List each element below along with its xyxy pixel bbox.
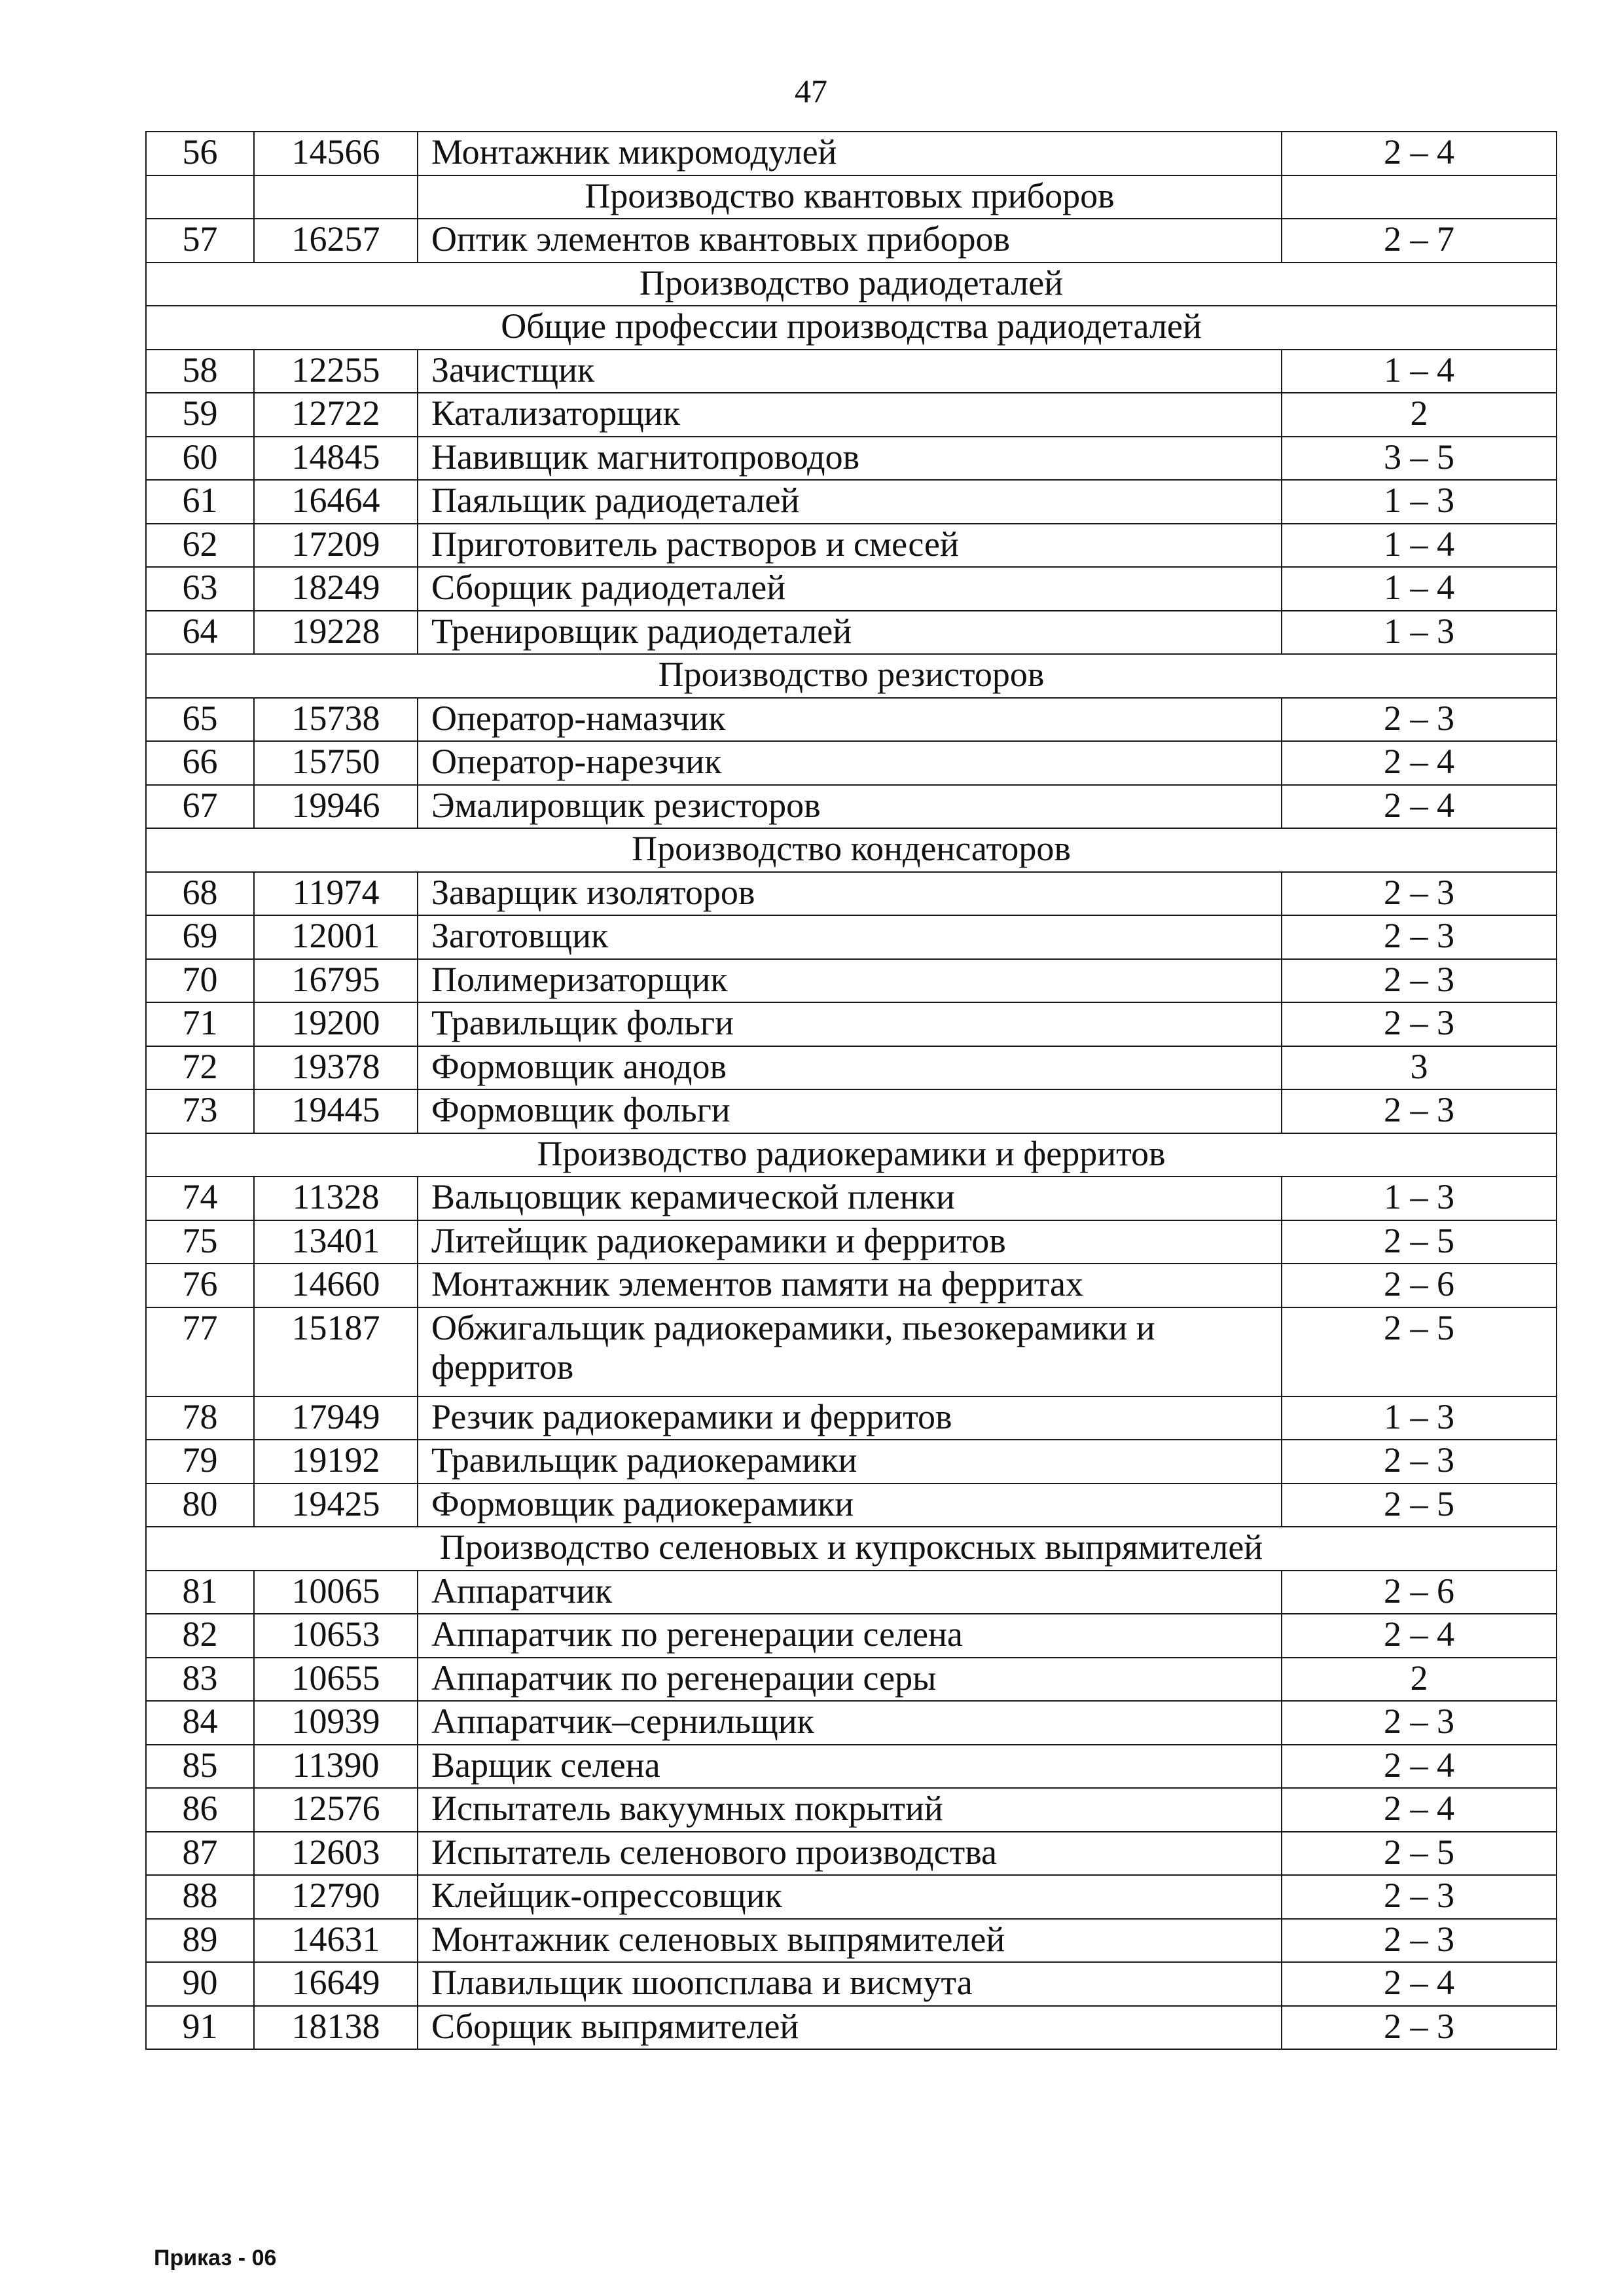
profession-code: 12603	[254, 1832, 418, 1876]
grade-range: 1 – 4	[1282, 350, 1557, 393]
row-number: 78	[146, 1396, 254, 1440]
row-number: 63	[146, 567, 254, 611]
profession-code: 19378	[254, 1046, 418, 1090]
table-row	[146, 1701, 1557, 1745]
row-number: 90	[146, 1962, 254, 2006]
profession-code: 16257	[254, 219, 418, 263]
profession-name: Литейщик радиокерамики и ферритов	[418, 1220, 1282, 1264]
grade-range: 2 – 4	[1282, 1745, 1557, 1789]
table-row	[146, 872, 1557, 916]
table-row	[146, 1614, 1557, 1658]
profession-name: Зачистщик	[418, 350, 1282, 393]
grade-range: 2 – 3	[1282, 698, 1557, 742]
table-row	[146, 1046, 1557, 1090]
profession-name: Заготовщик	[418, 915, 1282, 959]
footer-label: Приказ - 06	[154, 2246, 277, 2270]
profession-code: 16795	[254, 959, 418, 1003]
row-number: 69	[146, 915, 254, 959]
profession-name: Плавильщик шоопсплава и висмута	[418, 1962, 1282, 2006]
grade-range: 1 – 3	[1282, 1176, 1557, 1220]
row-number: 72	[146, 1046, 254, 1090]
section-row	[146, 828, 1557, 872]
profession-name: Формовщик радиокерамики	[418, 1484, 1282, 1527]
profession-code: 14660	[254, 1264, 418, 1307]
subsection-row	[146, 175, 1557, 219]
grade-range: 2 – 5	[1282, 1484, 1557, 1527]
grade-range: 2 – 4	[1282, 132, 1557, 175]
row-number: 60	[146, 437, 254, 481]
row-number: 88	[146, 1875, 254, 1919]
table-row	[146, 480, 1557, 524]
row-number: 58	[146, 350, 254, 393]
grade-range: 2 – 3	[1282, 915, 1557, 959]
row-number: 71	[146, 1002, 254, 1046]
profession-name: Оператор-нарезчик	[418, 741, 1282, 785]
grade-range: 2 – 5	[1282, 1220, 1557, 1264]
table-row	[146, 219, 1557, 263]
table-row	[146, 393, 1557, 437]
profession-name: Аппаратчик по регенерации селена	[418, 1614, 1282, 1658]
empty-cell	[146, 175, 254, 219]
grade-range: 2 – 3	[1282, 2006, 1557, 2050]
row-number: 79	[146, 1440, 254, 1484]
table-row	[146, 1484, 1557, 1527]
row-number: 73	[146, 1089, 254, 1133]
profession-table	[145, 131, 1557, 2050]
profession-name: Вальцовщик керамической пленки	[418, 1176, 1282, 1220]
section-row	[146, 654, 1557, 698]
profession-name: Оптик элементов квантовых приборов	[418, 219, 1282, 263]
table-row	[146, 741, 1557, 785]
table-row	[146, 785, 1557, 829]
profession-code: 19425	[254, 1484, 418, 1527]
profession-code: 14631	[254, 1919, 418, 1963]
grade-range: 2 – 7	[1282, 219, 1557, 263]
profession-name: Обжигальщик радиокерамики, пьезокерамики и ферритов	[418, 1307, 1282, 1396]
profession-code: 19228	[254, 611, 418, 655]
grade-range: 2	[1282, 393, 1557, 437]
section-title: Производство конденсаторов	[146, 828, 1557, 872]
section-row	[146, 1527, 1557, 1571]
profession-name: Резчик радиокерамики и ферритов	[418, 1396, 1282, 1440]
table-row	[146, 959, 1557, 1003]
table-row	[146, 1658, 1557, 1702]
profession-code: 13401	[254, 1220, 418, 1264]
profession-code: 12790	[254, 1875, 418, 1919]
profession-code: 15750	[254, 741, 418, 785]
section-row	[146, 306, 1557, 350]
grade-range: 2 – 4	[1282, 785, 1557, 829]
row-number: 81	[146, 1571, 254, 1614]
empty-cell	[1282, 175, 1557, 219]
profession-code: 11328	[254, 1176, 418, 1220]
row-number: 62	[146, 524, 254, 568]
table-row	[146, 1396, 1557, 1440]
row-number: 70	[146, 959, 254, 1003]
grade-range: 1 – 3	[1282, 611, 1557, 655]
profession-name: Сборщик радиодеталей	[418, 567, 1282, 611]
table-row	[146, 1307, 1557, 1396]
grade-range: 2 – 4	[1282, 1962, 1557, 2006]
grade-range: 2 – 5	[1282, 1832, 1557, 1876]
row-number: 67	[146, 785, 254, 829]
table-row	[146, 1264, 1557, 1307]
profession-name: Навивщик магнитопроводов	[418, 437, 1282, 481]
profession-code: 10939	[254, 1701, 418, 1745]
table-row	[146, 567, 1557, 611]
table-row	[146, 1875, 1557, 1919]
profession-name: Катализаторщик	[418, 393, 1282, 437]
section-row	[146, 1133, 1557, 1177]
profession-code: 10065	[254, 1571, 418, 1614]
profession-code: 11974	[254, 872, 418, 916]
profession-code: 19200	[254, 1002, 418, 1046]
table-row	[146, 1832, 1557, 1876]
grade-range: 2	[1282, 1658, 1557, 1702]
grade-range: 2 – 6	[1282, 1571, 1557, 1614]
profession-name: Формовщик фольги	[418, 1089, 1282, 1133]
table-row	[146, 1176, 1557, 1220]
profession-code: 16464	[254, 480, 418, 524]
grade-range: 2 – 4	[1282, 1788, 1557, 1832]
section-row	[146, 263, 1557, 306]
profession-name: Паяльщик радиодеталей	[418, 480, 1282, 524]
profession-name: Аппаратчик по регенерации серы	[418, 1658, 1282, 1702]
grade-range: 2 – 5	[1282, 1307, 1557, 1396]
profession-name: Аппаратчик–сернильщик	[418, 1701, 1282, 1745]
table-row	[146, 611, 1557, 655]
row-number: 74	[146, 1176, 254, 1220]
row-number: 57	[146, 219, 254, 263]
table-row	[146, 1571, 1557, 1614]
subsection-title: Производство квантовых приборов	[418, 175, 1282, 219]
grade-range: 2 – 4	[1282, 1614, 1557, 1658]
profession-code: 15187	[254, 1307, 418, 1396]
row-number: 68	[146, 872, 254, 916]
profession-name: Монтажник микромодулей	[418, 132, 1282, 175]
row-number: 75	[146, 1220, 254, 1264]
grade-range: 2 – 3	[1282, 872, 1557, 916]
table-row	[146, 1220, 1557, 1264]
profession-name: Тренировщик радиодеталей	[418, 611, 1282, 655]
profession-code: 10653	[254, 1614, 418, 1658]
profession-code: 19192	[254, 1440, 418, 1484]
grade-range: 1 – 3	[1282, 1396, 1557, 1440]
row-number: 83	[146, 1658, 254, 1702]
table-row	[146, 915, 1557, 959]
profession-code: 12722	[254, 393, 418, 437]
grade-range: 2 – 3	[1282, 1089, 1557, 1133]
profession-code: 18138	[254, 2006, 418, 2050]
section-title: Общие профессии производства радиодеталей	[146, 306, 1557, 350]
table-row	[146, 350, 1557, 393]
row-number: 59	[146, 393, 254, 437]
grade-range: 2 – 3	[1282, 1701, 1557, 1745]
table-row	[146, 437, 1557, 481]
table-row	[146, 1440, 1557, 1484]
grade-range: 2 – 3	[1282, 1875, 1557, 1919]
profession-code: 11390	[254, 1745, 418, 1789]
profession-code: 14566	[254, 132, 418, 175]
profession-code: 19946	[254, 785, 418, 829]
grade-range: 1 – 4	[1282, 567, 1557, 611]
grade-range: 3	[1282, 1046, 1557, 1090]
table-row	[146, 132, 1557, 175]
table-row	[146, 524, 1557, 568]
grade-range: 2 – 3	[1282, 1440, 1557, 1484]
grade-range: 2 – 4	[1282, 741, 1557, 785]
grade-range: 2 – 3	[1282, 959, 1557, 1003]
profession-code: 15738	[254, 698, 418, 742]
profession-name: Оператор-намазчик	[418, 698, 1282, 742]
profession-name: Полимеризаторщик	[418, 959, 1282, 1003]
profession-name: Варщик селена	[418, 1745, 1282, 1789]
profession-name: Аппаратчик	[418, 1571, 1282, 1614]
profession-name: Приготовитель растворов и смесей	[418, 524, 1282, 568]
table-row	[146, 1002, 1557, 1046]
row-number: 66	[146, 741, 254, 785]
profession-name: Клейщик-опрессовщик	[418, 1875, 1282, 1919]
section-title: Производство селеновых и купроксных выпрямителей	[146, 1527, 1557, 1571]
section-title: Производство радиокерамики и ферритов	[146, 1133, 1557, 1177]
table-row	[146, 1788, 1557, 1832]
profession-code: 17209	[254, 524, 418, 568]
row-number: 86	[146, 1788, 254, 1832]
profession-name: Травильщик фольги	[418, 1002, 1282, 1046]
grade-range: 2 – 3	[1282, 1919, 1557, 1963]
grade-range: 1 – 3	[1282, 480, 1557, 524]
empty-cell	[254, 175, 418, 219]
profession-code: 18249	[254, 567, 418, 611]
grade-range: 2 – 6	[1282, 1264, 1557, 1307]
profession-name: Заварщик изоляторов	[418, 872, 1282, 916]
row-number: 82	[146, 1614, 254, 1658]
row-number: 80	[146, 1484, 254, 1527]
profession-name: Испытатель вакуумных покрытий	[418, 1788, 1282, 1832]
section-title: Производство резисторов	[146, 654, 1557, 698]
grade-range: 1 – 4	[1282, 524, 1557, 568]
profession-code: 14845	[254, 437, 418, 481]
profession-name: Монтажник элементов памяти на ферритах	[418, 1264, 1282, 1307]
profession-code: 17949	[254, 1396, 418, 1440]
row-number: 64	[146, 611, 254, 655]
row-number: 87	[146, 1832, 254, 1876]
row-number: 61	[146, 480, 254, 524]
row-number: 85	[146, 1745, 254, 1789]
profession-code: 19445	[254, 1089, 418, 1133]
profession-code: 12001	[254, 915, 418, 959]
grade-range: 2 – 3	[1282, 1002, 1557, 1046]
row-number: 56	[146, 132, 254, 175]
row-number: 91	[146, 2006, 254, 2050]
table-row	[146, 2006, 1557, 2050]
table-row	[146, 1962, 1557, 2006]
profession-name: Эмалировщик резисторов	[418, 785, 1282, 829]
section-title: Производство радиодеталей	[146, 263, 1557, 306]
profession-code: 12255	[254, 350, 418, 393]
table-row	[146, 1919, 1557, 1963]
profession-name: Монтажник селеновых выпрямителей	[418, 1919, 1282, 1963]
table-row	[146, 1745, 1557, 1789]
profession-name: Травильщик радиокерамики	[418, 1440, 1282, 1484]
row-number: 76	[146, 1264, 254, 1307]
table-row	[146, 698, 1557, 742]
row-number: 89	[146, 1919, 254, 1963]
profession-name: Формовщик анодов	[418, 1046, 1282, 1090]
table-row	[146, 1089, 1557, 1133]
profession-code: 16649	[254, 1962, 418, 2006]
profession-name: Сборщик выпрямителей	[418, 2006, 1282, 2050]
profession-name: Испытатель селенового производства	[418, 1832, 1282, 1876]
row-number: 84	[146, 1701, 254, 1745]
row-number: 65	[146, 698, 254, 742]
row-number: 77	[146, 1307, 254, 1396]
profession-code: 10655	[254, 1658, 418, 1702]
table-body	[146, 132, 1557, 2049]
profession-code: 12576	[254, 1788, 418, 1832]
grade-range: 3 – 5	[1282, 437, 1557, 481]
page-number: 47	[795, 73, 827, 109]
